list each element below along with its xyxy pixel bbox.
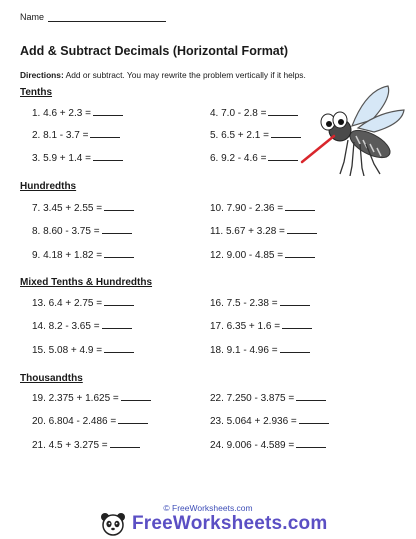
section-title-tenths: Tenths: [20, 87, 53, 98]
answer-blank[interactable]: [299, 414, 329, 424]
answer-blank[interactable]: [268, 151, 298, 161]
problem-13: 13. 6.4 + 2.75 =: [32, 296, 134, 309]
directions-label: Directions:: [20, 70, 64, 80]
answer-blank[interactable]: [280, 343, 310, 353]
name-row: [20, 12, 166, 22]
problem-5: 5. 6.5 + 2.1 =: [210, 128, 301, 141]
answer-blank[interactable]: [90, 128, 120, 138]
answer-blank[interactable]: [93, 106, 123, 116]
answer-blank[interactable]: [121, 391, 151, 401]
answer-blank[interactable]: [93, 151, 123, 161]
problem-12: 12. 9.00 - 4.85 =: [210, 248, 315, 261]
answer-blank[interactable]: [280, 296, 310, 306]
problem-3: 3. 5.9 + 1.4 =: [32, 151, 123, 164]
directions: [20, 70, 306, 80]
name-field-line[interactable]: [48, 13, 166, 22]
footer-brand[interactable]: [100, 512, 327, 536]
section-title-mixed: Mixed Tenths & Hundredths: [20, 277, 153, 288]
answer-blank[interactable]: [287, 224, 317, 234]
problem-18: 18. 9.1 - 4.96 =: [210, 343, 310, 356]
problem-23: 23. 5.064 + 2.936 =: [210, 414, 329, 427]
answer-blank[interactable]: [296, 391, 326, 401]
mosquito-illustration: [300, 84, 412, 176]
problem-9: 9. 4.18 + 1.82 =: [32, 248, 134, 261]
answer-blank[interactable]: [268, 106, 298, 116]
answer-blank[interactable]: [102, 319, 132, 329]
problem-4: 4. 7.0 - 2.8 =: [210, 106, 298, 119]
problem-19: 19. 2.375 + 1.625 =: [32, 391, 151, 404]
worksheet-title: Add & Subtract Decimals (Horizontal Format): [20, 44, 289, 58]
problem-21: 21. 4.5 + 3.275 =: [32, 438, 140, 451]
problem-10: 10. 7.90 - 2.36 =: [210, 201, 315, 214]
answer-blank[interactable]: [104, 343, 134, 353]
section-title-thousandths: Thousandths: [20, 373, 83, 384]
answer-blank[interactable]: [285, 201, 315, 211]
panda-logo-icon: [100, 512, 126, 536]
problem-24: 24. 9.006 - 4.589 =: [210, 438, 326, 451]
problem-17: 17. 6.35 + 1.6 =: [210, 319, 312, 332]
brand-name: FreeWorksheets.com: [132, 513, 328, 534]
problem-6: 6. 9.2 - 4.6 =: [210, 151, 298, 164]
answer-blank[interactable]: [296, 438, 326, 448]
answer-blank[interactable]: [285, 248, 315, 258]
problem-20: 20. 6.804 - 2.486 =: [32, 414, 148, 427]
answer-blank[interactable]: [110, 438, 140, 448]
problem-16: 16. 7.5 - 2.38 =: [210, 296, 310, 309]
problem-2: 2. 8.1 - 3.7 =: [32, 128, 120, 141]
answer-blank[interactable]: [118, 414, 148, 424]
directions-text: Add or subtract. You may rewrite the problem vertically if it helps.: [63, 70, 306, 80]
footer-copyright[interactable]: © FreeWorksheets.com: [163, 503, 253, 513]
problem-11: 11. 5.67 + 3.28 =: [210, 224, 317, 237]
answer-blank[interactable]: [104, 296, 134, 306]
answer-blank[interactable]: [271, 128, 301, 138]
section-title-hundredths: Hundredths: [20, 181, 77, 192]
problem-14: 14. 8.2 - 3.65 =: [32, 319, 132, 332]
problem-7: 7. 3.45 + 2.55 =: [32, 201, 134, 214]
name-label: Name: [20, 12, 45, 22]
problem-22: 22. 7.250 - 3.875 =: [210, 391, 326, 404]
problem-8: 8. 8.60 - 3.75 =: [32, 224, 132, 237]
answer-blank[interactable]: [282, 319, 312, 329]
answer-blank[interactable]: [104, 248, 134, 258]
problem-1: 1. 4.6 + 2.3 =: [32, 106, 123, 119]
answer-blank[interactable]: [104, 201, 134, 211]
problem-15: 15. 5.08 + 4.9 =: [32, 343, 134, 356]
answer-blank[interactable]: [102, 224, 132, 234]
